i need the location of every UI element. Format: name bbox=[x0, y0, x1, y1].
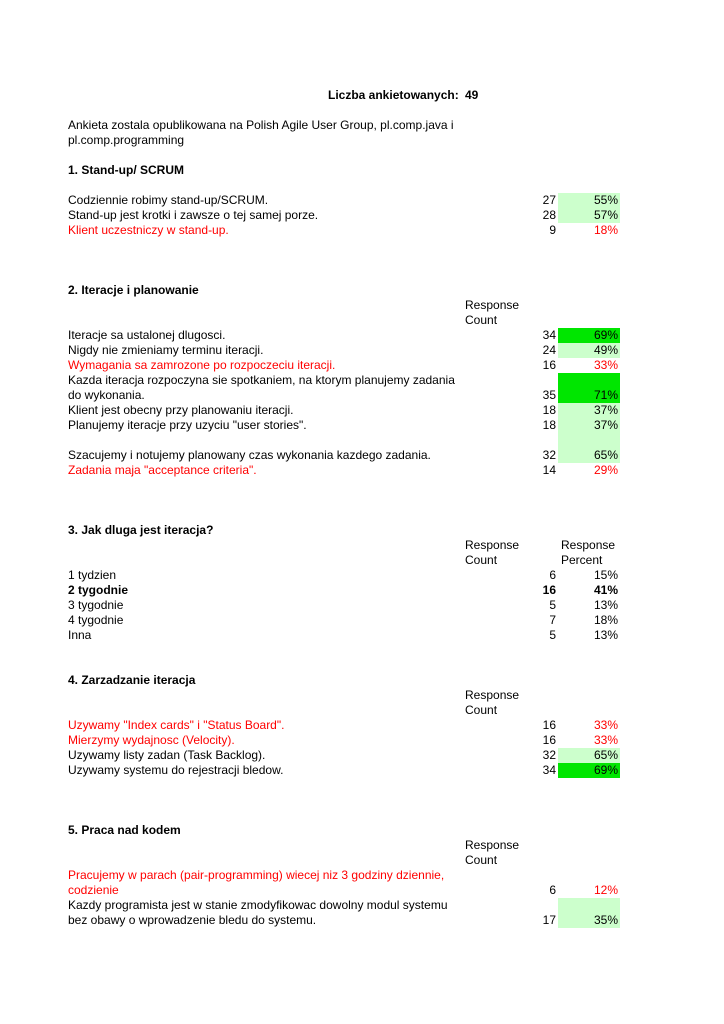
s2-row-text: Iteracje sa ustalonej dlugosci. bbox=[68, 328, 226, 342]
s4-row-percent: 33% bbox=[593, 733, 618, 747]
s2-row-text: Klient jest obecny przy planowaniu iteracji. bbox=[68, 403, 294, 417]
s3-row-percent: 13% bbox=[593, 628, 618, 642]
s4-row-percent: 65% bbox=[593, 748, 618, 762]
section-3-title: 3. Jak dluga jest iteracja? bbox=[68, 523, 214, 537]
s1-row-count: 9 bbox=[549, 223, 556, 237]
intro-line-2: pl.comp.programming bbox=[68, 133, 185, 147]
response-count-header: Response bbox=[465, 298, 520, 312]
s2-row-count: 18 bbox=[542, 403, 556, 417]
s2-row-count: 16 bbox=[542, 358, 556, 372]
s4-row-count: 34 bbox=[542, 763, 556, 777]
s3-row-text: 2 tygodnie bbox=[68, 583, 129, 597]
section-5-title: 5. Praca nad kodem bbox=[68, 823, 181, 837]
intro-line-1: Ankieta zostala opublikowana na Polish Agile User Group, pl.comp.java i bbox=[68, 118, 454, 132]
response-count-header: Response bbox=[465, 688, 520, 702]
response-count-header: Count bbox=[465, 553, 498, 567]
s2-row-text: Wymagania sa zamrozone po rozpoczeciu iteracji. bbox=[68, 358, 336, 372]
s4-row-text: Uzywamy "Index cards" i "Status Board". bbox=[68, 718, 285, 732]
s2-row-percent: 37% bbox=[593, 418, 618, 432]
response-count-header: Count bbox=[465, 853, 498, 867]
s2-row-percent: 49% bbox=[593, 343, 618, 357]
s5-row-percent: 35% bbox=[593, 913, 618, 927]
s2-row-text: Kazda iteracja rozpoczyna sie spotkaniem, na ktorym planujemy zadania bbox=[68, 373, 455, 387]
response-count-header: Count bbox=[465, 703, 498, 717]
s1-row-percent: 57% bbox=[593, 208, 618, 222]
section-4-title: 4. Zarzadzanie iteracja bbox=[68, 673, 196, 687]
s3-row-count: 5 bbox=[549, 628, 556, 642]
s1-row-percent: 18% bbox=[593, 223, 618, 237]
s4-row-count: 32 bbox=[542, 748, 556, 762]
s3-row-count: 5 bbox=[549, 598, 556, 612]
s2-row-count: 18 bbox=[542, 418, 556, 432]
s2-row-text: Planujemy iteracje przy uzyciu "user stories". bbox=[68, 418, 307, 432]
s5-row-percent: 12% bbox=[593, 883, 618, 897]
s2-row-percent: 33% bbox=[593, 358, 618, 372]
s3-row-text: Inna bbox=[68, 628, 92, 642]
section-1-title: 1. Stand-up/ SCRUM bbox=[68, 163, 184, 177]
s2-row-percent: 65% bbox=[593, 448, 618, 462]
s3-row-text: 1 tydzien bbox=[68, 568, 117, 582]
s3-row-count: 6 bbox=[549, 568, 556, 582]
response-percent-header: Percent bbox=[561, 553, 603, 567]
s2-row-text-cont: do wykonania. bbox=[68, 388, 145, 402]
s5-row-count: 6 bbox=[549, 883, 556, 897]
s2-row-text: Zadania maja "acceptance criteria". bbox=[68, 463, 257, 477]
response-count-header: Response bbox=[465, 838, 520, 852]
s1-row-count: 28 bbox=[542, 208, 556, 222]
s1-row-percent: 55% bbox=[593, 193, 618, 207]
s2-row-percent: 71% bbox=[593, 388, 618, 402]
s4-row-text: Uzywamy listy zadan (Task Backlog). bbox=[68, 748, 266, 762]
s1-row-text: Codziennie robimy stand-up/SCRUM. bbox=[68, 193, 269, 207]
s3-row-percent: 18% bbox=[593, 613, 618, 627]
s3-row-text: 3 tygodnie bbox=[68, 598, 124, 612]
s2-row-percent: 37% bbox=[593, 403, 618, 417]
s2-row-percent: 69% bbox=[593, 328, 618, 342]
s4-row-count: 16 bbox=[542, 733, 556, 747]
s3-row-percent: 41% bbox=[593, 583, 618, 597]
s5-row-count: 17 bbox=[542, 913, 556, 927]
s5-row-text: Pracujemy w parach (pair-programming) wiecej niz 3 godziny dziennie, bbox=[68, 868, 445, 882]
response-percent-header: Response bbox=[561, 538, 616, 552]
s1-row-text: Klient uczestniczy w stand-up. bbox=[68, 223, 229, 237]
response-count-header: Response bbox=[465, 538, 520, 552]
s4-row-percent: 33% bbox=[593, 718, 618, 732]
s2-row-count: 24 bbox=[542, 343, 556, 357]
response-count-header: Count bbox=[465, 313, 498, 327]
s1-row-text: Stand-up jest krotki i zawsze o tej samej porze. bbox=[68, 208, 319, 222]
s3-row-percent: 13% bbox=[593, 598, 618, 612]
s3-row-text: 4 tygodnie bbox=[68, 613, 124, 627]
s5-row-text-cont: codzienie bbox=[68, 883, 119, 897]
s2-row-count: 14 bbox=[542, 463, 556, 477]
respondents-count: 49 bbox=[465, 88, 479, 102]
s1-row-count: 27 bbox=[542, 193, 556, 207]
s3-row-percent: 15% bbox=[593, 568, 618, 582]
s3-row-count: 16 bbox=[542, 583, 556, 597]
s3-row-count: 7 bbox=[549, 613, 556, 627]
s2-row-percent: 29% bbox=[593, 463, 618, 477]
respondents-label: Liczba ankietowanych: bbox=[328, 88, 459, 102]
section-2-title: 2. Iteracje i planowanie bbox=[68, 283, 199, 297]
s4-row-count: 16 bbox=[542, 718, 556, 732]
s4-row-text: Mierzymy wydajnosc (Velocity). bbox=[68, 733, 235, 747]
s4-row-percent: 69% bbox=[593, 763, 618, 777]
s4-row-text: Uzywamy systemu do rejestracji bledow. bbox=[68, 763, 284, 777]
s2-row-count: 32 bbox=[542, 448, 556, 462]
s2-row-count: 35 bbox=[542, 388, 556, 402]
s2-row-text: Nigdy nie zmieniamy terminu iteracji. bbox=[68, 343, 264, 357]
s5-row-text-cont: bez obawy o wprowadzenie bledu do systemu. bbox=[68, 913, 317, 927]
s2-row-count: 34 bbox=[542, 328, 556, 342]
s2-row-text: Szacujemy i notujemy planowany czas wykonania kazdego zadania. bbox=[68, 448, 431, 462]
s5-row-text: Kazdy programista jest w stanie zmodyfikowac dowolny modul systemu bbox=[68, 898, 448, 912]
